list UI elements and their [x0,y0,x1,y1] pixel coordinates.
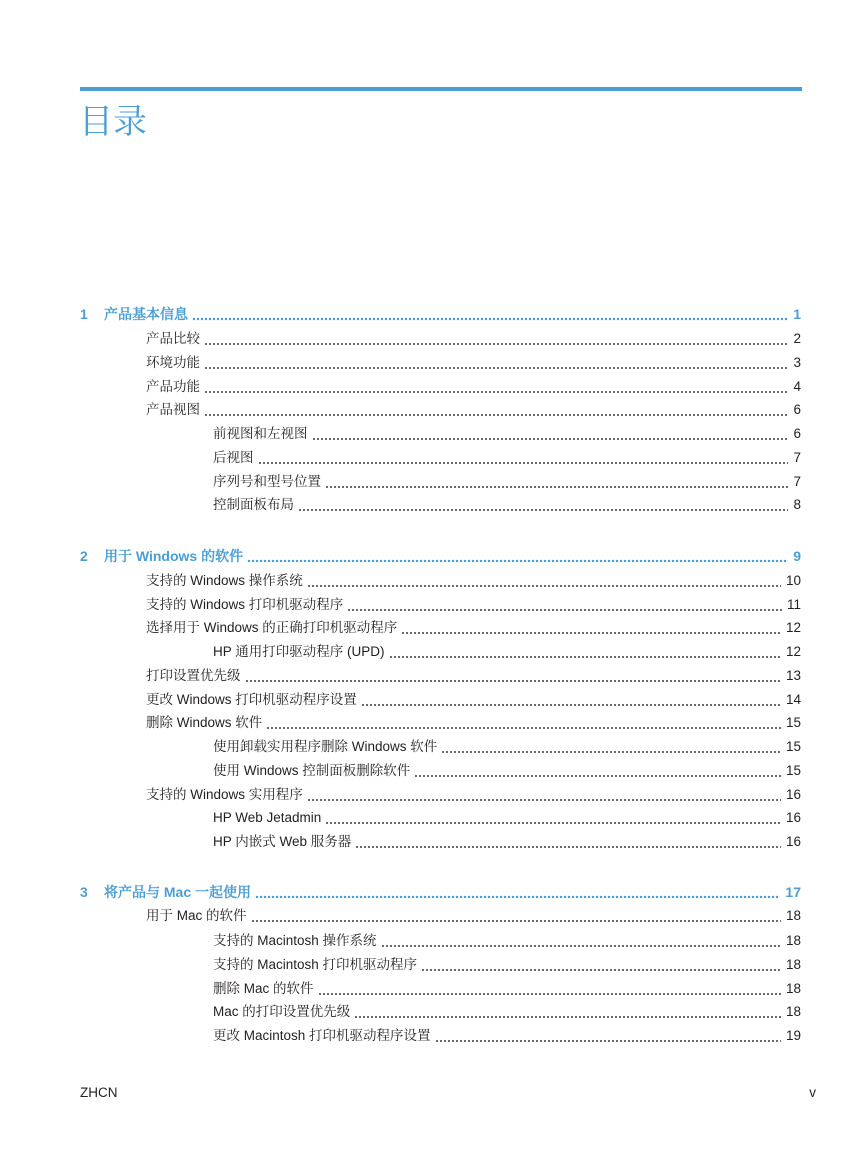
toc-entry[interactable] [213,808,801,828]
toc-entry-label: 支持的 Macintosh 打印机驱动程序 [213,957,418,972]
toc-entry[interactable] [146,571,801,591]
toc-entry-label: 删除 Windows 软件 [146,715,263,730]
toc-entry-label: 产品比较 [146,331,200,346]
toc-entry[interactable] [146,377,801,397]
page-title: 目录 [79,102,147,142]
toc-entry[interactable] [146,666,801,686]
toc-entry-label: 产品基本信息 [104,306,188,322]
toc-dot-leader [204,353,788,373]
toc-chapter-entry[interactable] [80,546,801,566]
toc-page-number: 16 [785,834,801,849]
toc-entry-label: HP 内嵌式 Web 服务器 [213,834,352,849]
toc-dot-leader [389,642,781,662]
toc-entry[interactable] [146,713,801,733]
toc-dot-leader [307,571,781,591]
toc-dot-leader [245,666,781,686]
toc-page-number: 18 [785,1004,801,1019]
toc-dot-leader [204,329,788,349]
toc-entry[interactable] [213,642,801,662]
toc-page-number: 12 [785,620,801,635]
toc-entry-label: 产品视图 [146,402,200,417]
toc-chapter-number: 1 [80,306,88,322]
toc-entry[interactable] [146,618,801,638]
toc-page-number: 3 [793,355,801,370]
toc-dot-leader [381,931,781,951]
toc-dot-leader [435,1026,781,1046]
toc-dot-leader [247,546,788,566]
toc-entry-label: 使用卸载实用程序删除 Windows 软件 [213,739,438,754]
toc-page-number: 11 [786,597,801,612]
toc-entry-label: Mac 的打印设置优先级 [213,1004,351,1019]
toc-entry-label: 后视图 [213,450,254,465]
toc-dot-leader [298,495,788,515]
toc-dot-leader [325,472,788,492]
toc-page-number: 2 [793,331,801,346]
toc-page-number: 6 [793,402,801,417]
toc-entry[interactable] [213,1026,801,1046]
toc-entry-label: HP Web Jetadmin [213,810,322,825]
toc-dot-leader [414,761,781,781]
toc-page-number: 14 [785,692,801,707]
toc-entry-label: 将产品与 Mac 一起使用 [104,884,252,900]
toc-entry[interactable] [146,785,801,805]
toc-entry[interactable] [146,400,801,420]
toc-entry-label: HP 通用打印驱动程序 (UPD) [213,644,385,659]
toc-entry[interactable] [213,832,801,852]
toc-dot-leader [318,979,781,999]
toc-entry-label: 使用 Windows 控制面板删除软件 [213,763,411,778]
toc-entry-label: 删除 Mac 的软件 [213,981,314,996]
toc-chapter-entry[interactable] [80,882,801,902]
toc-entry[interactable] [213,955,801,975]
toc-entry-label: 用于 Windows 的软件 [104,548,244,564]
toc-chapter-number: 3 [80,884,88,900]
toc-chapter-number: 2 [80,548,88,564]
toc-dot-leader [204,377,788,397]
toc-page-number: 16 [785,787,801,802]
toc-dot-leader [401,618,781,638]
toc-page-number: 4 [793,379,801,394]
toc-page-number: 9 [793,548,801,564]
toc-page-number: 1 [793,306,801,322]
toc-entry-label: 更改 Macintosh 打印机驱动程序设置 [213,1028,431,1043]
toc-entry-label: 选择用于 Windows 的正确打印机驱动程序 [146,620,398,635]
toc-dot-leader [441,737,781,757]
toc-page-number: 18 [785,981,801,996]
footer-locale: ZHCN [80,1085,118,1100]
toc-entry-label: 用于 Mac 的软件 [146,908,247,923]
toc-dot-leader [266,713,781,733]
toc-entry-label: 打印设置优先级 [146,668,241,683]
toc-entry-label: 支持的 Macintosh 操作系统 [213,933,377,948]
toc-entry-label: 支持的 Windows 实用程序 [146,787,303,802]
toc-page-number: 18 [785,933,801,948]
toc-dot-leader [325,808,781,828]
toc-dot-leader [204,400,788,420]
toc-dot-leader [192,304,788,324]
toc-chapter-entry[interactable] [80,304,801,324]
toc-entry[interactable] [146,690,801,710]
toc-page-number: 18 [785,957,801,972]
toc-entry-label: 前视图和左视图 [213,426,308,441]
toc-page-number: 7 [793,450,801,465]
toc-entry[interactable] [213,495,801,515]
toc-entry-label: 控制面板布局 [213,497,294,512]
toc-entry[interactable] [213,448,801,468]
toc-dot-leader [354,1002,781,1022]
toc-entry-label: 支持的 Windows 打印机驱动程序 [146,597,344,612]
toc-dot-leader [312,424,789,444]
toc-entry[interactable] [146,906,801,926]
toc-entry[interactable] [213,761,801,781]
toc-entry[interactable] [146,595,801,615]
toc-page-number: 7 [793,474,801,489]
toc-entry[interactable] [146,353,801,373]
toc-page-number: 17 [785,884,801,900]
toc-page-number: 15 [785,715,801,730]
toc-page-number: 15 [785,739,801,754]
toc-entry[interactable] [213,979,801,999]
toc-page-number: 12 [785,644,801,659]
toc-dot-leader [355,832,781,852]
toc-entry-label: 更改 Windows 打印机驱动程序设置 [146,692,357,707]
toc-dot-leader [361,690,781,710]
toc-dot-leader [258,448,789,468]
toc-entry[interactable] [213,472,801,492]
toc-page-number: 13 [785,668,801,683]
toc-entry[interactable] [213,737,801,757]
toc-page-number: 19 [785,1028,801,1043]
toc-page-number: 16 [785,810,801,825]
footer-page-number: v [809,1085,816,1100]
toc-dot-leader [307,785,781,805]
toc-page-number: 15 [785,763,801,778]
toc-page-number: 10 [785,573,801,588]
toc-entry[interactable] [213,424,801,444]
toc-entry[interactable] [146,329,801,349]
toc-dot-leader [251,906,781,926]
toc-dot-leader [421,955,781,975]
toc-page-number: 18 [785,908,801,923]
toc-dot-leader [255,882,780,902]
toc-entry-label: 支持的 Windows 操作系统 [146,573,303,588]
toc-page-number: 6 [793,426,801,441]
toc-entry-label: 环境功能 [146,355,200,370]
toc-entry-label: 序列号和型号位置 [213,474,321,489]
toc-dot-leader [347,595,782,615]
toc-entry[interactable] [213,931,801,951]
toc-entry[interactable] [213,1002,801,1022]
toc-page-number: 8 [793,497,801,512]
toc-entry-label: 产品功能 [146,379,200,394]
